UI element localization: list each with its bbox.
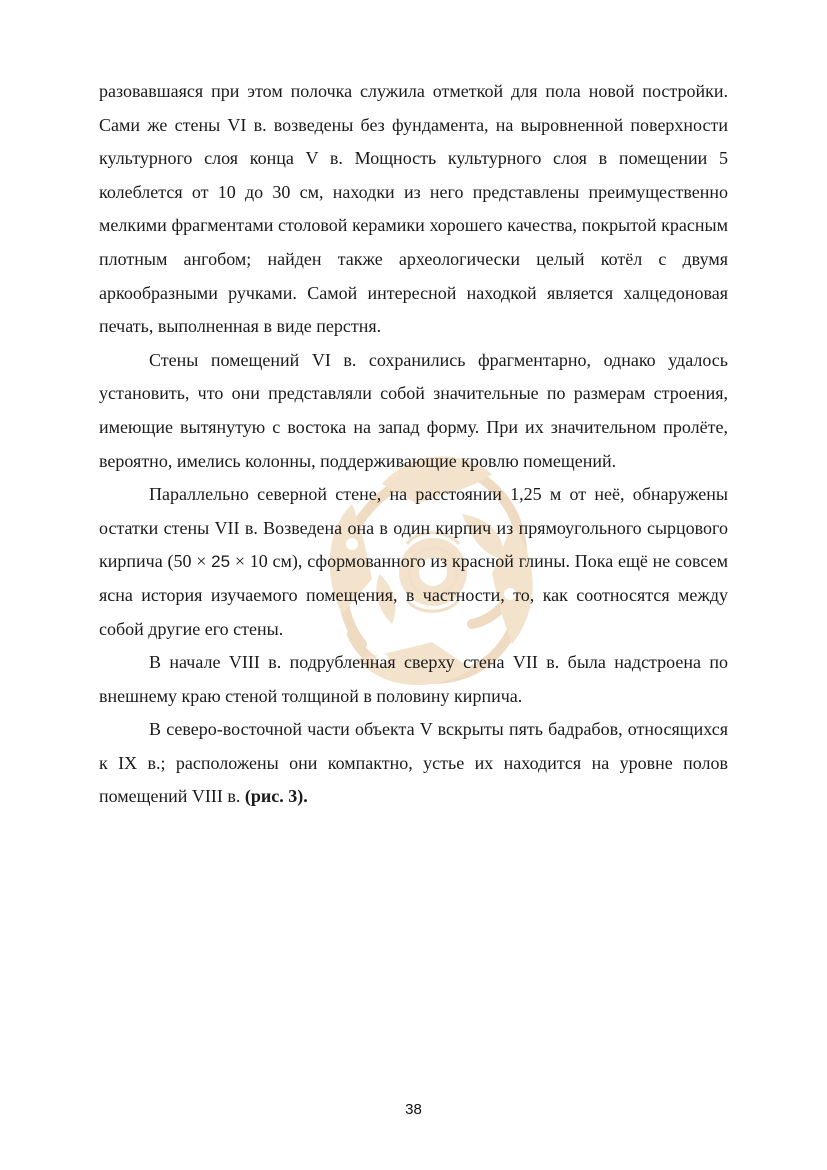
paragraph-3-part-a: Параллельно северной стене, на расстоянии 1,25 м от неё, обнаружены остатки стены VII в. Возведена она в один кирпич из прямоугольного сырцового кирпича (50 × bbox=[99, 484, 728, 572]
paragraph-3-brick-width: 25 bbox=[211, 552, 231, 572]
paragraph-5-text: В северо-восточной части объекта V вскрыты пять бадрабов, относящихся к IX в.; расположены они компактно, устье их находится на уровне полов помещений VIII в. bbox=[99, 719, 728, 807]
paragraph-3 bbox=[99, 478, 728, 646]
paragraph-2: Стены помещений VI в. сохранились фрагментарно, однако удалось установить, что они представляли собой значительные по размерам строения, имеющие вытянутую с востока на запад форму. При их значительном пролёте, вероятно, имелись колонны, поддерживающие кровлю помещений. bbox=[99, 349, 728, 471]
paragraph-5 bbox=[99, 713, 728, 814]
paragraph-3-part-c: × 10 см), сформованного из красной глины. Пока ещё не совсем ясна история изучаемого помещения, в частности, то, как соотносятся между собой другие его стены. bbox=[99, 551, 728, 639]
paragraph-1: разовавшаяся при этом полочка служила отметкой для пола новой постройки. Сами же стены VI в. возведены без фундамента, на выровненной поверхности культурного слоя конца V в. Мощность культурного слоя в помещении 5 колеблется от 10 до 30 см, находки из него представлены преимущественно мелкими фрагментами столовой керамики хорошего качества, покрытой красным плотным ангобом; найден также археологически целый котёл с двумя аркообразными ручками. Самой интересной находкой является халцедоновая печать, выполненная в виде перстня. bbox=[99, 81, 728, 337]
paragraph-4: В начале VIII в. подрубленная сверху стена VII в. была надстроена по внешнему краю стеной толщиной в половину кирпича. bbox=[99, 652, 728, 706]
figure-reference: (рис. 3). bbox=[244, 786, 308, 807]
page-number: 38 bbox=[405, 1101, 422, 1118]
document-body bbox=[99, 75, 728, 814]
